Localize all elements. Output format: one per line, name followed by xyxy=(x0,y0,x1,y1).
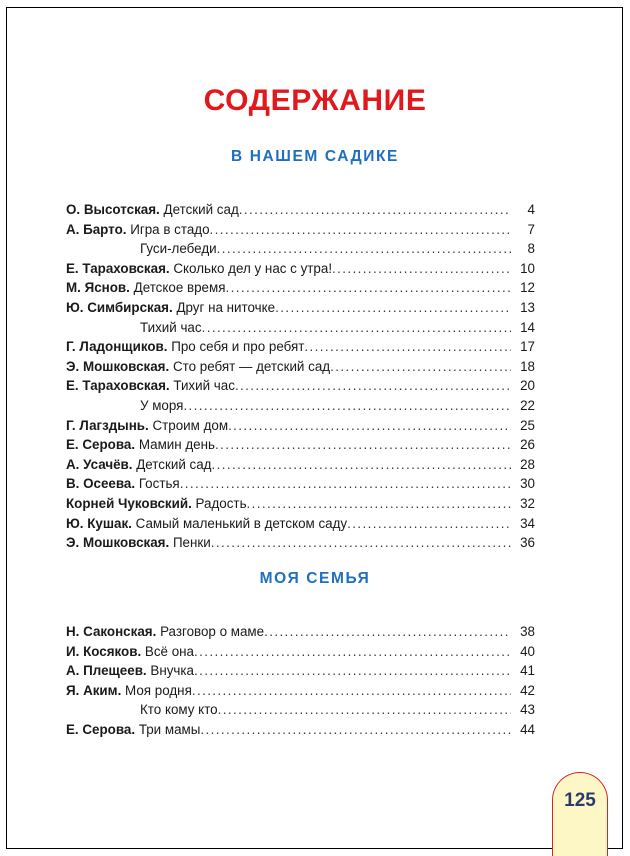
toc-entry-page-number: 36 xyxy=(520,535,535,551)
toc-entry-text xyxy=(66,300,275,315)
toc-entry-page-number: 12 xyxy=(520,280,535,296)
dot-leader xyxy=(304,339,511,354)
toc-entry-page-number: 18 xyxy=(520,358,535,374)
dot-leader xyxy=(194,663,511,678)
toc-entry-author: Корней Чуковский. xyxy=(66,495,192,511)
dot-leader xyxy=(217,241,511,256)
toc-entry[interactable] xyxy=(66,644,535,664)
toc-entry-title: Пенки xyxy=(172,535,211,551)
toc-entry-page-number: 28 xyxy=(520,456,535,472)
toc-entry[interactable] xyxy=(66,476,535,496)
toc-entry-author: А. Барто. xyxy=(66,221,127,237)
toc-entry-text xyxy=(140,320,202,335)
toc-entry-text xyxy=(66,261,332,276)
dot-leader xyxy=(347,516,511,531)
toc-entry-title: Строим дом xyxy=(152,417,229,433)
toc-entry[interactable] xyxy=(66,457,535,477)
toc-entry-title: Сто ребят — детский сад xyxy=(172,358,331,374)
toc-entry-author: Е. Тараховская. xyxy=(66,260,170,276)
toc-entry-page-number: 20 xyxy=(520,378,535,394)
toc-entry-page-number: 26 xyxy=(520,437,535,453)
dot-leader xyxy=(211,457,511,472)
dot-leader xyxy=(180,476,511,491)
toc-entry[interactable] xyxy=(66,516,535,536)
toc-entry[interactable] xyxy=(66,624,535,644)
toc-entry-author: Ю. Симбирская. xyxy=(66,299,173,315)
toc-entry-page-number: 44 xyxy=(520,721,535,737)
toc-entry-text xyxy=(140,398,183,413)
toc-entry-title: Детское время xyxy=(133,280,226,296)
toc-entry-author: Г. Лагздынь. xyxy=(66,417,149,433)
toc-entry[interactable] xyxy=(66,418,535,438)
toc-entry-text xyxy=(66,202,239,217)
page-title: СОДЕРЖАНИЕ xyxy=(203,84,427,117)
toc-entry-page-number: 42 xyxy=(520,682,535,698)
toc-entry-text xyxy=(66,496,247,511)
toc-entry-text xyxy=(140,702,218,717)
toc-entry-text xyxy=(66,476,180,491)
toc-entry-author: Е. Тараховская. xyxy=(66,378,170,394)
toc-entry-title: Радость xyxy=(195,495,247,511)
toc-entry[interactable] xyxy=(66,222,535,242)
dot-leader xyxy=(235,378,511,393)
dot-leader xyxy=(194,644,511,659)
toc-entry-page-number: 22 xyxy=(520,397,535,413)
toc-entry-author: Э. Мошковская. xyxy=(66,358,170,374)
toc-entry-author: Ю. Кушак. xyxy=(66,515,132,531)
dot-leader xyxy=(247,496,511,511)
dot-leader xyxy=(202,320,511,335)
toc-entry-text xyxy=(66,663,194,678)
toc-entry-title: Сколько дел у нас с утра! xyxy=(173,260,333,276)
dot-leader xyxy=(239,202,511,217)
toc-entry-page-number: 14 xyxy=(520,319,535,335)
toc-entry-page-number: 34 xyxy=(520,515,535,531)
toc-entry-page-number: 13 xyxy=(520,299,535,315)
toc-entry-title: Тихий час xyxy=(140,319,202,335)
toc-entry-text xyxy=(66,644,194,659)
toc-entry-author: А. Плещеев. xyxy=(66,663,147,679)
toc-entry-title: Друг на ниточке xyxy=(176,299,276,315)
toc-entry-author: О. Высотская. xyxy=(66,202,160,217)
toc-entry-text xyxy=(66,683,192,698)
toc-entry-title: Разговор о маме xyxy=(160,624,265,639)
toc-entry-title: У моря xyxy=(140,397,184,413)
toc-entry-text xyxy=(66,722,200,737)
toc-entry[interactable] xyxy=(66,261,535,281)
toc-subentry[interactable] xyxy=(140,398,535,418)
toc-entry-text xyxy=(66,222,210,237)
toc-entry[interactable] xyxy=(66,378,535,398)
toc-subentry[interactable] xyxy=(140,702,535,722)
dot-leader xyxy=(211,535,511,550)
toc-entry-title: Всё она xyxy=(144,643,194,659)
toc-entry-author: Г. Ладонщиков. xyxy=(66,339,168,355)
toc-entry-page-number: 30 xyxy=(520,476,535,492)
toc-entry-page-number: 8 xyxy=(527,241,535,257)
dot-leader xyxy=(210,222,511,237)
dot-leader xyxy=(332,261,511,276)
toc-entry-text xyxy=(66,418,228,433)
toc-entry-page-number: 25 xyxy=(520,417,535,433)
toc-entry-title: Игра в стадо xyxy=(130,221,210,237)
toc-entry-author: В. Осеева. xyxy=(66,476,136,492)
toc-entry-title: Детский сад xyxy=(163,202,239,217)
toc-subentry[interactable] xyxy=(140,320,535,340)
toc-entry-text xyxy=(140,241,217,256)
dot-leader xyxy=(225,280,511,295)
toc-entry-text xyxy=(66,339,304,354)
toc-entry-author: М. Яснов. xyxy=(66,280,130,296)
dot-leader xyxy=(228,418,511,433)
toc-entry-author: Э. Мошковская. xyxy=(66,535,170,551)
toc-entry-page-number: 43 xyxy=(520,702,535,718)
toc-entry-title: Мамин день xyxy=(138,437,215,453)
toc-entry[interactable] xyxy=(66,202,535,222)
toc-entry[interactable] xyxy=(66,496,535,516)
toc-entry-page-number: 40 xyxy=(520,643,535,659)
toc-entry-title: Моя родня xyxy=(125,682,192,698)
toc-entry-title: Кто кому кто xyxy=(140,702,218,718)
dot-leader xyxy=(275,300,511,315)
toc-entry[interactable] xyxy=(66,437,535,457)
toc-entry-list xyxy=(0,624,630,742)
toc-section xyxy=(0,570,630,742)
toc-entry-author: Н. Саконская. xyxy=(66,624,157,639)
toc-entry[interactable] xyxy=(66,663,535,683)
page-number-badge xyxy=(552,772,608,856)
toc-entry-text xyxy=(66,378,235,393)
toc-entry-title: Гуси-лебеди xyxy=(140,241,217,257)
toc-entry[interactable] xyxy=(66,339,535,359)
toc-entry-page-number: 10 xyxy=(520,260,535,276)
toc-entry-title: Три мамы xyxy=(138,721,201,737)
toc-entry-title: Детский сад xyxy=(136,456,212,472)
toc-entry-text xyxy=(66,516,347,531)
toc-entry-author: Я. Аким. xyxy=(66,682,122,698)
toc-entry-text xyxy=(66,624,264,639)
toc-entry[interactable] xyxy=(66,359,535,379)
dot-leader xyxy=(183,398,511,413)
toc-entry-list xyxy=(0,202,630,555)
toc-entry-text xyxy=(66,280,225,295)
toc-entry-title: Тихий час xyxy=(173,378,235,394)
toc-entry[interactable] xyxy=(66,300,535,320)
toc-section xyxy=(0,148,630,555)
toc-entry-text xyxy=(66,535,211,550)
toc-entry[interactable] xyxy=(66,535,535,555)
dot-leader xyxy=(215,437,511,452)
toc-subentry[interactable] xyxy=(140,241,535,261)
toc-entry-page-number: 17 xyxy=(520,339,535,355)
toc-entry-page-number: 32 xyxy=(520,495,535,511)
dot-leader xyxy=(218,702,511,717)
toc-entry-author: А. Усачёв. xyxy=(66,456,133,472)
page-number-text: 125 xyxy=(564,790,596,811)
toc-entry-author: Е. Серова. xyxy=(66,437,136,453)
toc-entry-text xyxy=(66,437,215,452)
toc-entry-title: Гостья xyxy=(138,476,180,492)
toc-entry-text xyxy=(66,457,211,472)
toc-entry[interactable] xyxy=(66,683,535,703)
toc-entry-page-number: 4 xyxy=(527,202,535,217)
toc-entry[interactable] xyxy=(66,722,535,742)
toc-entry-author: И. Косяков. xyxy=(66,643,142,659)
toc-entry-page-number: 41 xyxy=(520,663,535,679)
dot-leader xyxy=(192,683,511,698)
section-heading: МОЯ СЕМЬЯ xyxy=(259,570,371,587)
toc-entry-title: Про себя и про ребят xyxy=(171,339,305,355)
dot-leader xyxy=(200,722,511,737)
toc-entry-text xyxy=(66,359,330,374)
section-heading: В НАШЕМ САДИКЕ xyxy=(231,148,399,165)
toc-entry-title: Самый маленький в детском саду xyxy=(135,515,348,531)
toc-entry[interactable] xyxy=(66,280,535,300)
toc-entry-page-number: 7 xyxy=(527,221,535,237)
toc-entry-page-number: 38 xyxy=(520,624,535,639)
toc-entry-author: Е. Серова. xyxy=(66,721,136,737)
dot-leader xyxy=(330,359,511,374)
toc-entry-title: Внучка xyxy=(150,663,195,679)
dot-leader xyxy=(264,624,511,639)
